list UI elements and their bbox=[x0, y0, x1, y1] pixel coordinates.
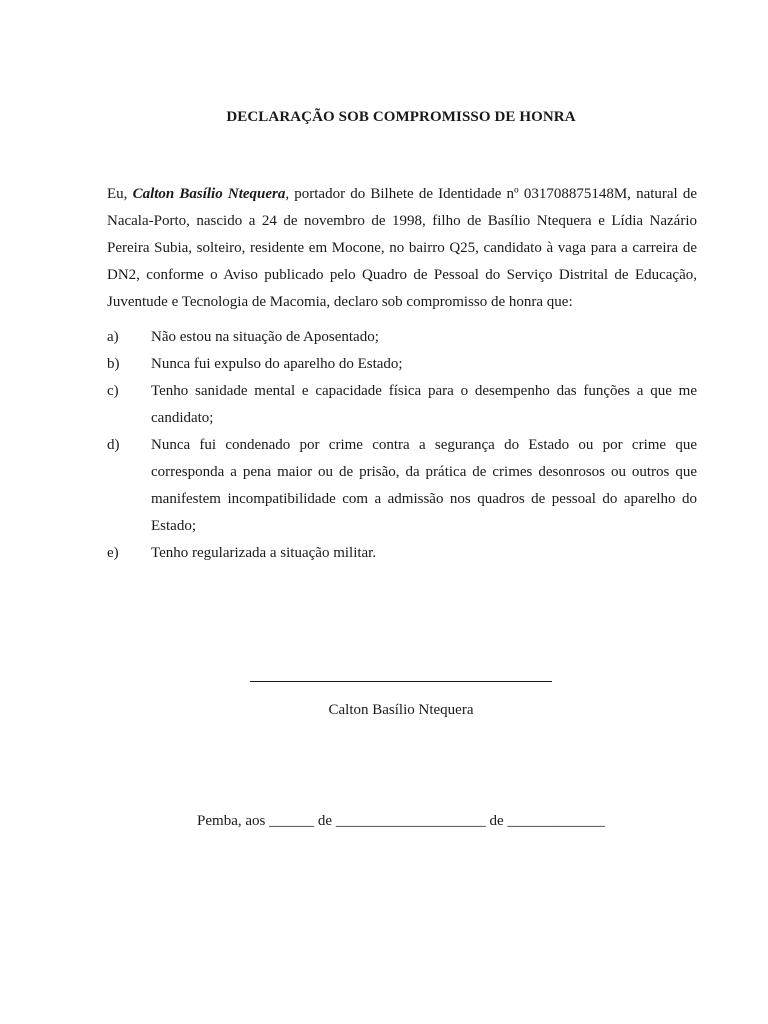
list-item bbox=[107, 378, 697, 432]
list-item-text: Tenho sanidade mental e capacidade física para o desempenho das funções a que me candidato; bbox=[151, 383, 697, 426]
intro-body: , portador do Bilhete de Identidade nº 031708875148M, natural de Nacala-Porto, nascido a 24 de novembro de 1998, filho de Basílio Ntequera e Lídia Nazário Pereira Subia, solteiro, residente em Mocone, no bairro Q25, candidato à vaga para a carreira de DN2, conforme o Aviso publicado pelo Quadro de Pessoal do Serviço Distrital de Educação, Juventude e Tecnologia de Macomia, declaro sob compromisso de honra que: bbox=[107, 186, 698, 310]
list-item bbox=[107, 432, 697, 540]
intro-paragraph bbox=[107, 181, 697, 316]
list-item-text: Nunca fui expulso do aparelho do Estado; bbox=[151, 356, 403, 372]
list-item-text: Tenho regularizada a situação militar. bbox=[151, 545, 377, 561]
date-line: Pemba, aos ______ de ____________________ de _____________ bbox=[197, 813, 605, 829]
document-title: DECLARAÇÃO SOB COMPROMISSO DE HONRA bbox=[226, 109, 576, 125]
intro-prefix: Eu, bbox=[107, 186, 133, 202]
list-marker: b) bbox=[107, 356, 120, 372]
list-marker: c) bbox=[107, 383, 119, 399]
list-marker: a) bbox=[107, 329, 119, 345]
list-item bbox=[107, 324, 697, 351]
list-marker: d) bbox=[107, 437, 120, 453]
signature-line bbox=[250, 681, 552, 682]
list-item-text: Não estou na situação de Aposentado; bbox=[151, 329, 379, 345]
list-item bbox=[107, 351, 697, 378]
declaration-list bbox=[107, 324, 697, 567]
list-item bbox=[107, 540, 697, 567]
declarant-name: Calton Basílio Ntequera bbox=[132, 186, 286, 202]
signature-name: Calton Basílio Ntequera bbox=[328, 702, 474, 718]
list-item-text: Nunca fui condenado por crime contra a segurança do Estado ou por crime que corresponda a pena maior ou de prisão, da prática de crimes desonrosos ou outros que manifestem incompatibilidade com a admissão nos quadros de pessoal do aparelho do Estado; bbox=[151, 437, 697, 534]
list-marker: e) bbox=[107, 545, 119, 561]
